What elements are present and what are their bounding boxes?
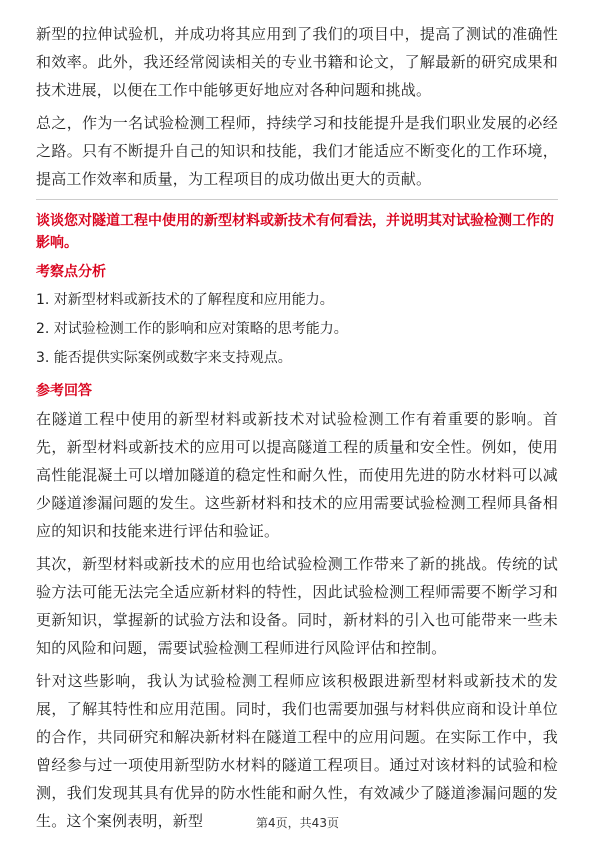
analysis-points	[36, 286, 558, 373]
answer-title: 参考回答	[36, 383, 92, 399]
answer-paragraph-3: 针对这些影响，我认为试验检测工程师应该积极跟进新型材料或新技术的发展，了解其特性和应用范围。同时，我们也需要加强与材料供应商和设计单位的合作，共同研究和解决新材料在隧道工程中的应用问题。在实际工作中，我曾经参与过一项使用新型防水材料的隧道工程项目。通过对该材料的试验和检测，我们发现其具有优异的防水性能和耐久性，有效减少了隧道渗漏问题的发生。这个案例表明，新型	[36, 672, 558, 830]
page-content	[36, 20, 558, 840]
section-divider	[36, 199, 558, 200]
analysis-point: 2. 对试验检测工作的影响和应对策略的思考能力。	[36, 321, 348, 337]
analysis-point: 3. 能否提供实际案例或数字来支持观点。	[36, 350, 292, 366]
page-number: 第4页，共43页	[256, 816, 339, 830]
analysis-title: 考察点分析	[36, 264, 106, 280]
answer-paragraph-2: 其次，新型材料或新技术的应用也给试验检测工作带来了新的挑战。传统的试验方法可能无法完全适应新材料的特性，因此试验检测工程师需要不断学习和更新知识，掌握新的试验方法和设备。同时，新材料的引入也可能带来一些未知的风险和问题，需要试验检测工程师进行风险评估和控制。	[36, 555, 558, 657]
question-heading: 谈谈您对隧道工程中使用的新型材料或新技术有何看法，并说明其对试验检测工作的影响。	[36, 213, 554, 251]
analysis-point: 1. 对新型材料或新技术的了解程度和应用能力。	[36, 292, 334, 308]
intro-paragraph-2: 总之，作为一名试验检测工程师，持续学习和技能提升是我们职业发展的必经之路。只有不断提升自己的知识和技能，我们才能适应不断变化的工作环境，提高工作效率和质量，为工程项目的成功做出更大的贡献。	[36, 114, 558, 188]
intro-paragraph-1: 新型的拉伸试验机，并成功将其应用到了我们的项目中，提高了测试的准确性和效率。此外，我还经常阅读相关的专业书籍和论文，了解最新的研究成果和技术进展，以便在工作中能够更好地应对各种问题和挑战。	[36, 25, 558, 99]
answer-section	[36, 379, 558, 835]
answer-paragraph-1: 在隧道工程中使用的新型材料或新技术对试验检测工作有着重要的影响。首先，新型材料或新技术的应用可以提高隧道工程的质量和安全性。例如，使用高性能混凝土可以增加隧道的稳定性和耐久性，而使用先进的防水材料可以减少隧道渗漏问题的发生。这些新材料和技术的应用需要试验检测工程师具备相应的知识和技能来进行评估和验证。	[36, 410, 558, 540]
